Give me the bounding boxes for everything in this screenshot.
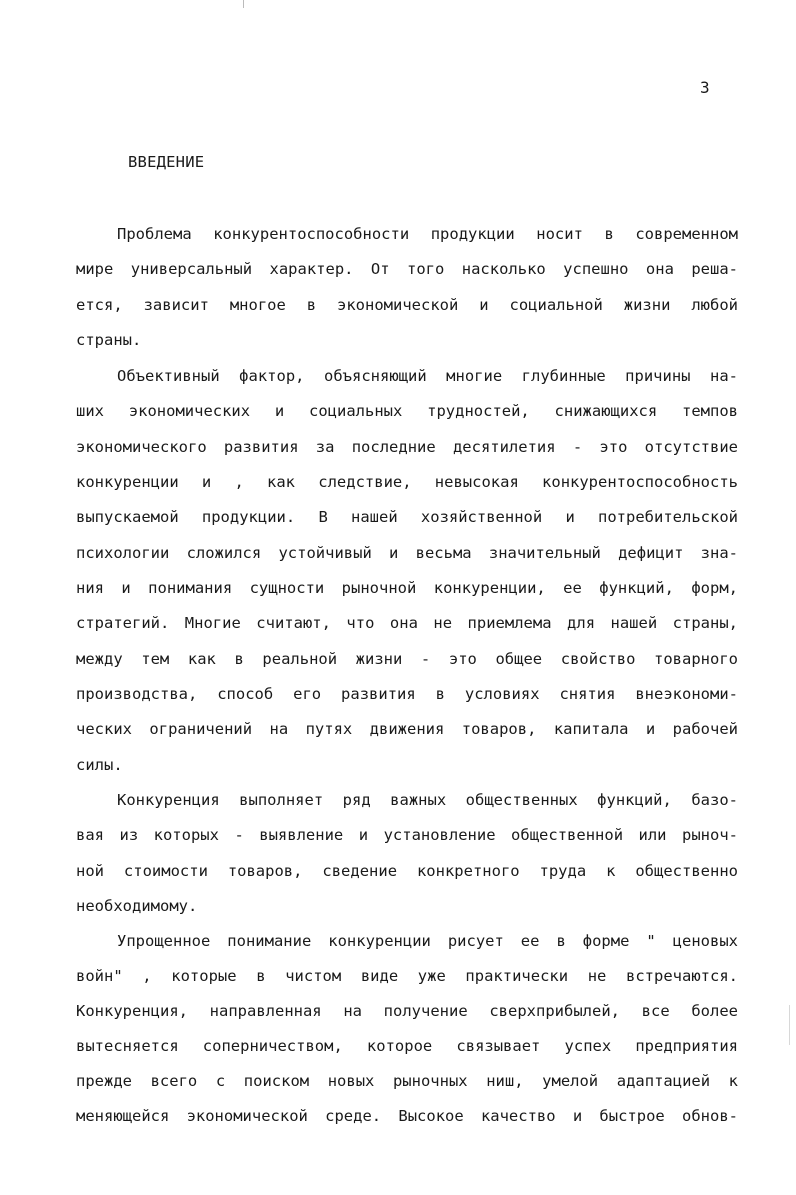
text-line: выпускаемой продукции. В нашей хозяйственной и потребительской <box>76 508 738 526</box>
text-line: психологии сложился устойчивый и весьма значительный дефицит зна- <box>76 544 738 562</box>
text-line: вая из которых - выявление и установление общественной или рыноч- <box>76 826 738 844</box>
text-line: ной стоимости товаров, сведение конкретного труда к общественно <box>76 862 738 880</box>
text-line: войн" , которые в чистом виде уже практически не встречаются. <box>76 967 738 985</box>
page-number: 3 <box>700 78 710 97</box>
text-line: ческих ограничений на путях движения товаров, капитала и рабочей <box>76 720 738 738</box>
text-line: стратегий. Многие считают, что она не приемлема для нашей страны, <box>76 614 738 632</box>
text-line: ших экономических и социальных трудностей, снижающихся темпов <box>76 402 738 420</box>
text-line: мире универсальный характер. От того насколько успешно она реша- <box>76 260 738 278</box>
section-heading: ВВЕДЕНИЕ <box>128 153 205 171</box>
text-line: между тем как в реальной жизни - это общее свойство товарного <box>76 650 738 668</box>
text-line: страны. <box>76 331 142 349</box>
text-line: Проблема конкурентоспособности продукции носит в современном <box>117 225 738 243</box>
text-line: Конкуренция выполняет ряд важных общественных функций, базо- <box>117 791 738 809</box>
text-line: меняющейся экономической среде. Высокое качество и быстрое обнов- <box>76 1107 738 1125</box>
text-line: Объективный фактор, объясняющий многие глубинные причины на- <box>117 367 738 385</box>
text-line: ется, зависит многое в экономической и социальной жизни любой <box>76 296 738 314</box>
scan-artifact-top <box>243 0 244 8</box>
text-line: производства, способ его развития в условиях снятия внеэкономи- <box>76 685 738 703</box>
text-line: ния и понимания сущности рыночной конкуренции, ее функций, форм, <box>76 579 738 597</box>
text-line: Конкуренция, направленная на получение сверхприбылей, все более <box>76 1002 738 1020</box>
text-line: вытесняется соперничеством, которое связывает успех предприятия <box>76 1037 738 1055</box>
text-line: Упрощенное понимание конкуренции рисует ее в форме " ценовых <box>117 932 738 950</box>
text-line: экономического развития за последние десятилетия - это отсутствие <box>76 438 738 456</box>
text-line: силы. <box>76 756 123 774</box>
text-line: конкуренции и , как следствие, невысокая конкурентоспособность <box>76 473 738 491</box>
text-line: прежде всего с поиском новых рыночных ниш, умелой адаптацией к <box>76 1072 738 1090</box>
scan-artifact-right <box>789 1005 790 1045</box>
text-line: необходимому. <box>76 897 198 915</box>
